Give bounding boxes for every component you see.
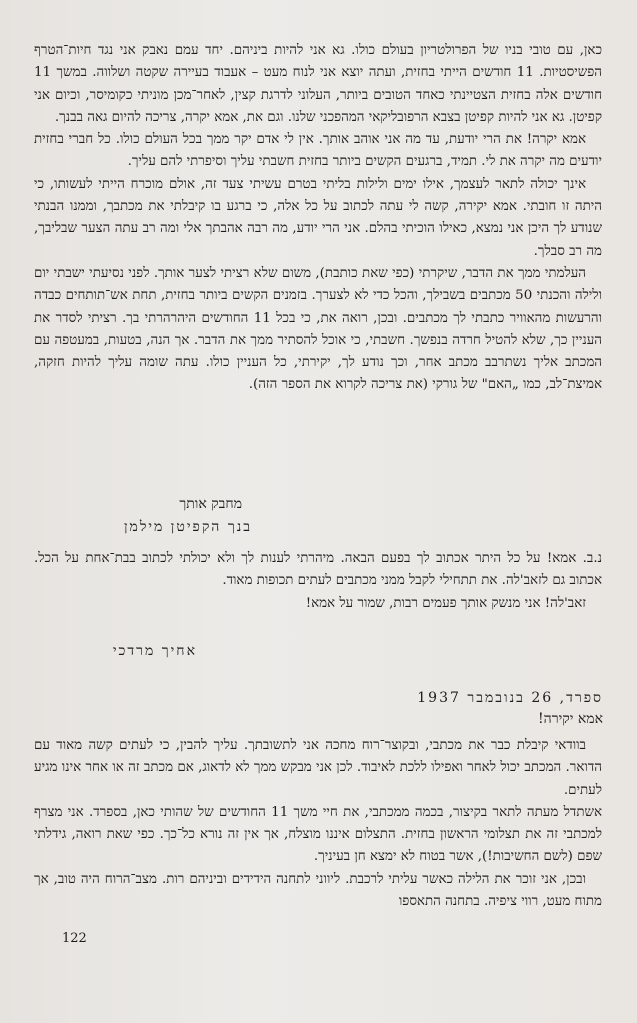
paragraph: זאב'לה! אני מנשק אותך פעמים רבות, שמור על אמא! <box>305 595 586 611</box>
letter-salutation: אמא יקירה! <box>538 711 603 727</box>
page-number: 122 <box>62 931 87 946</box>
paragraph: אינך יכולה לתאר לעצמך, אילו ימים ולילות בליתי בטרם עשיתי צעד זה, אולם מוכרח הייתי לעשותו, כי היתה זו חובתי. אמא יקירה, קשה לי עתה לכתוב על כל אלה, כי ברגע בו קיבלתי את מכתבך, וממנו הבנתי שנודע לך היכן אני נמצא, כאילו הוכיתי בהלם. אני הרי יודע, מה רבה אהבתך אלי ומה רב עתה הצער שבליבך, מה רב סבלך. <box>34 176 602 259</box>
paragraph: כאן, עם טובי בניו של הפרולטריון בעולם כולו. גא אני להיות ביניהם. יחד עמם נאבק אני נגד חיות־הטרף הפשיסטיות. 11 חודשים הייתי בחזית, ועתה יוצא אני לנוח מעט – אעבוד בעיירה שקטה ושלווה. במשך 11 חודשים אלה בחזית הצטיינתי כאחד הטובים ביותר, העלוני לדרגת קצין, לאחר־מכן מוניתי כקומיסר, וכיום אני קפיטן. גא אני להיות קפיטן בצבא הרפובליקאי המהפכני שלנו. וגם את, אמא יקרה, צריכה להיום גאה בבנך. <box>34 43 602 125</box>
postscript-signature: אחיך מרדכי <box>112 643 197 659</box>
letter-closing: מחבק אותך <box>179 496 242 512</box>
paragraph: בוודאי קיבלת כבר את מכתבי, ובקוצר־רוח מחכה אני לתשובתך. עליך להבין, כי לעתים קשה מאוד עם הדואר. המכתב יכול לאחר ואפילו ללכת לאיבוד. לכן אני מבקש ממך לא לדאוג, אם מכתב זה או אחר אינו מגיע לעתים. <box>34 738 602 798</box>
letter-dateline: ספרד, 26 בנובמבר 1937 <box>417 690 603 706</box>
paragraph: ובכן, אני זוכר את הלילה כאשר עליתי לרכבת. ליווני לתחנה הידידים וביניהם רות. מצב־הרוח היה טוב, אך מתוח מעט, רווי ציפיה. בתחנה התאספו <box>34 871 602 910</box>
letter-body <box>34 735 602 913</box>
letter-signature: בנך הקפיטן מילמן <box>123 519 252 535</box>
paragraph: אמא יקרה! את הרי יודעת, עד מה אני אוהב אותך. אין לי אדם יקר ממך בכל העולם כולו. כל חברי בחזית יודעים מה יקרה את לי. תמיד, ברגעים הקשים ביותר בחזית חשבתי עליך וסיפרתי להם עליך. <box>34 132 602 170</box>
paragraph: אשתדל מעתה לתאר בקיצור, בכמה ממכתבי, את חיי משך 11 החודשים של שהותי כאן, בספרד. אני מצרף למכתבי זה את תצלומי הראשון בחזית. התצלום איננו מוצלח, אך אין זה נורא כל־כך. כפי שאת רואה, גידלתי שפם (לשם החשיבות!), אשר בטוח לא ימצא חן בעיניך. <box>34 804 602 865</box>
postscript <box>34 548 602 615</box>
paragraph: העלמתי ממך את הדבר, שיקרתי (כפי שאת כותבת), משום שלא רציתי לצער אותך. לפני נסיעתי ישבתי יום ולילה והכנתי 50 מכתבים בשבילך, והכל כדי לא לצערך. בזמנים הקשים ביותר בחזית, תחת אש־תותחים כבדה והרעשות מהאוויר כתבתי לך מכתבים. ובכן, רואה את, כי בכל 11 החודשים היהרהרתי בך. רציתי לסדר את העניין כך, שלא להטיל חרדה בנפשך. חשבתי, כי אוכל להסתיר ממך את הדבר. אך הנה, בטעות, במעטפה עם המכתב אליך נשתרבב מכתב אחר, וכך נודע לך, יקירתי, כל העניין כולו. עתה שומה עליך להיות חזקה, אמיצת־לב, כמו „האם" של גורקי (את צריכה לקרוא את הספר הזה). <box>34 265 602 393</box>
letter-body <box>34 40 602 397</box>
paragraph: נ.ב. אמא! על כל היתר אכתוב לך בפעם הבאה. מיהרתי לענות לך ולא יכולתי לכתוב בבת־אחת על הכל. אכתוב גם לזאב'לה. את תתחילי לקבל ממני מכתבים לעתים תכופות מאוד. <box>34 551 602 589</box>
